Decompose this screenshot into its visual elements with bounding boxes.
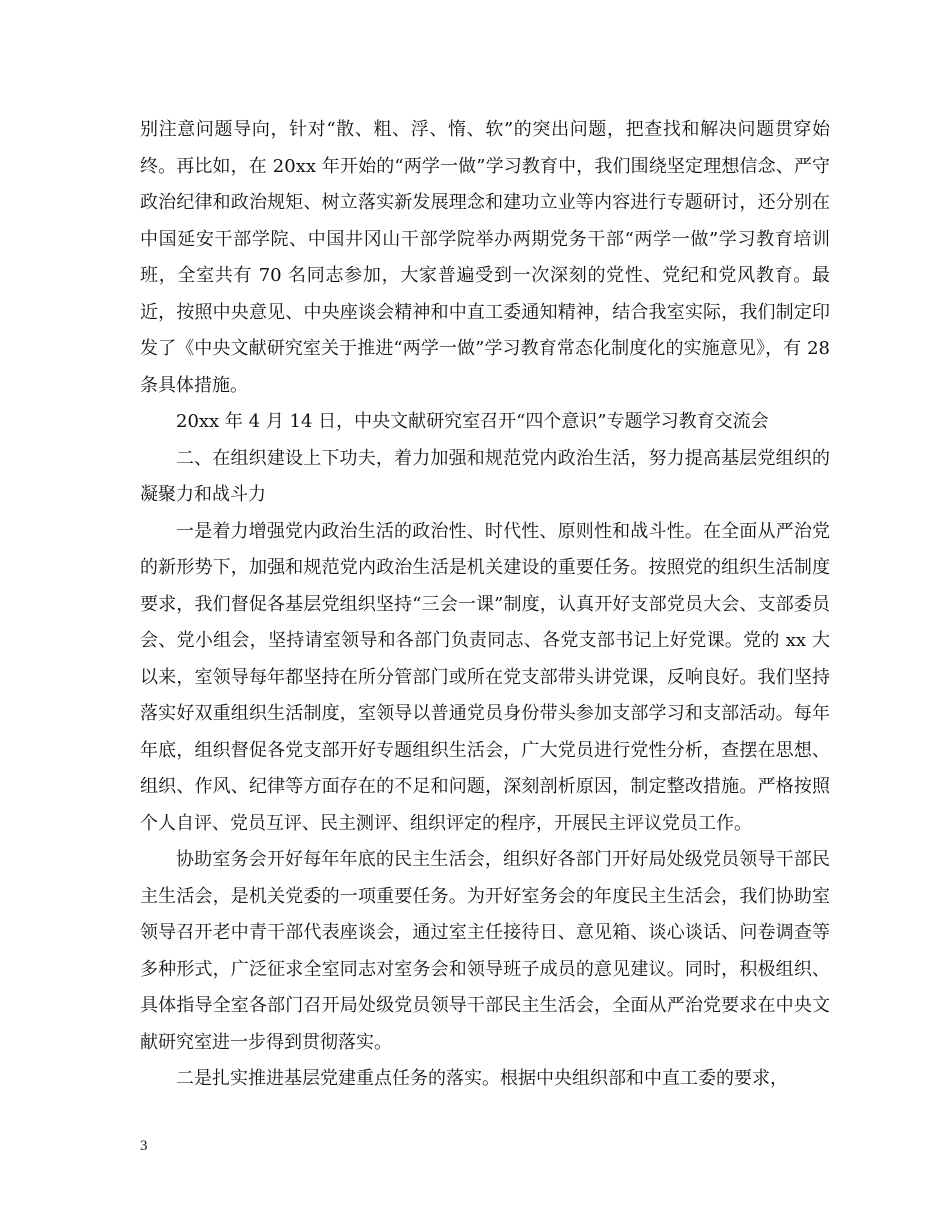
- page-number: 3: [140, 1138, 148, 1154]
- section-heading-organization: 二、在组织建设上下功夫，着力加强和规范党内政治生活，努力提高基层党组织的凝聚力和战斗力: [140, 447, 830, 505]
- document-body: [140, 112, 830, 1098]
- paragraph-meeting-caption: 20xx 年 4 月 14 日，中央文献研究室召开“四个意识”专题学习教育交流会: [176, 411, 769, 432]
- paragraph-democratic-life: 协助室务会开好每年年底的民主生活会，组织好各部门开好局处级党员领导干部民主生活会，是机关党委的一项重要任务。为开好室务会的年度民主生活会，我们协助室领导召开老中青干部代表座谈会，通过室主任接待日、意见箱、谈心谈话、问卷调查等多种形式，广泛征求全室同志对室务会和领导班子成员的意见建议。同时，积极组织、具体指导全室各部门召开局处级党员领导干部民主生活会，全面从严治党要求在中央文献研究室进一步得到贯彻落实。: [140, 849, 830, 1053]
- paragraph-party-building-tasks: 二是扎实推进基层党建重点任务的落实。根据中央组织部和中直工委的要求，: [176, 1068, 788, 1089]
- paragraph-continuation: 别注意问题导向，针对“散、粗、浮、惰、软”的突出问题，把查找和解决问题贯穿始终。再比如，在 20xx 年开始的“两学一做”学习教育中，我们围绕坚定理想信念、严守政治纪律和政治规矩、树立落实新发展理念和建功立业等内容进行专题研讨，还分别在中国延安干部学院、中国井冈山干部学院举办两期党务干部“两学一做”学习教育培训班，全室共有 70 名同志参加，大家普遍受到一次深刻的党性、党纪和党风教育。最近，按照中央意见、中央座谈会精神和中直工委通知精神，结合我室实际，我们制定印发了《中央文献研究室关于推进“两学一做”学习教育常态化制度化的实施意见》，有 28 条具体措施。: [140, 119, 830, 396]
- paragraph-political-life: 一是着力增强党内政治生活的政治性、时代性、原则性和战斗性。在全面从严治党的新形势下，加强和规范党内政治生活是机关建设的重要任务。按照党的组织生活制度要求，我们督促各基层党组织坚持“三会一课”制度，认真开好支部党员大会、支部委员会、党小组会，坚持请室领导和各部门负责同志、各党支部书记上好党课。党的 xx 大以来，室领导每年都坚持在所分管部门或所在党支部带头讲党课，反响良好。我们坚持落实好双重组织生活制度，室领导以普通党员身份带头参加支部学习和支部活动。每年年底，组织督促各党支部开好专题组织生活会，广大党员进行党性分析，查摆在思想、组织、作风、纪律等方面存在的不足和问题，深刻剖析原因，制定整改措施。严格按照个人自评、党员互评、民主测评、组织评定的程序，开展民主评议党员工作。: [140, 520, 830, 834]
